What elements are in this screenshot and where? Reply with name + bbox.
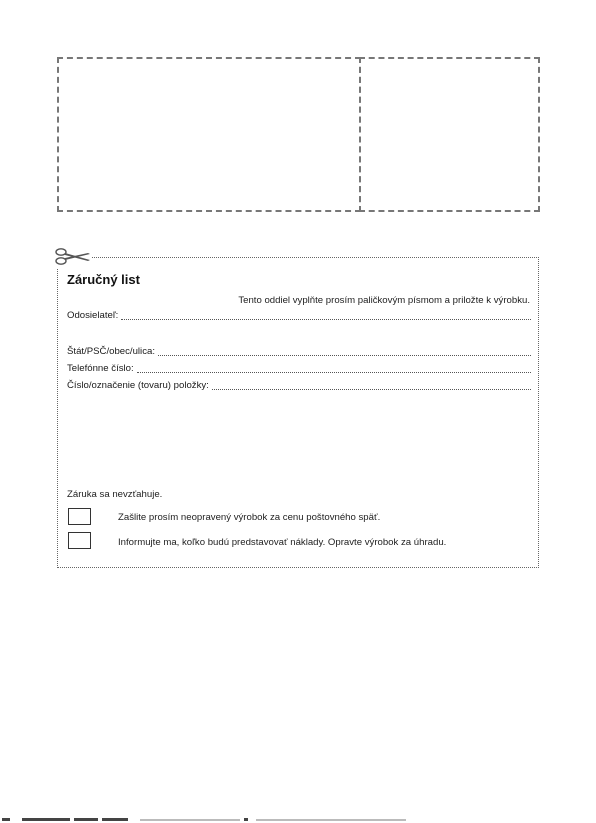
address-field[interactable] [67,346,531,358]
card-title: Záručný list [67,272,140,287]
sender-label: Odosielateľ: [67,310,119,321]
option-paid-repair-checkbox[interactable] [68,532,91,549]
option-return-label: Zašlite prosím neopravený výrobok za cenu poštovného späť. [118,512,381,523]
phone-dotted-line[interactable] [137,372,531,373]
address-dotted-line[interactable] [158,355,531,356]
phone-field[interactable] [67,363,531,375]
phone-label: Telefónne číslo: [67,363,134,374]
item-label: Číslo/označenie (tovaru) položky: [67,380,209,391]
print-marks-strip [0,815,596,823]
scissors-icon [54,246,92,268]
address-cutout-box [57,57,361,212]
sender-field[interactable] [67,310,531,322]
stamp-cutout-box [359,57,540,212]
address-label: Štát/PSČ/obec/ulica: [67,346,155,357]
item-field[interactable] [67,380,531,392]
warranty-void-text: Záruka sa nevzťahuje. [67,489,163,500]
sender-dotted-line[interactable] [121,319,531,320]
option-paid-repair-label: Informujte ma, koľko budú predstavovať náklady. Opravte výrobok za úhradu. [118,537,447,548]
option-return-checkbox[interactable] [68,508,91,525]
item-dotted-line[interactable] [212,389,531,390]
instruction-text: Tento oddiel vyplňte prosím paličkovým písmom a priložte k výrobku. [238,295,530,306]
